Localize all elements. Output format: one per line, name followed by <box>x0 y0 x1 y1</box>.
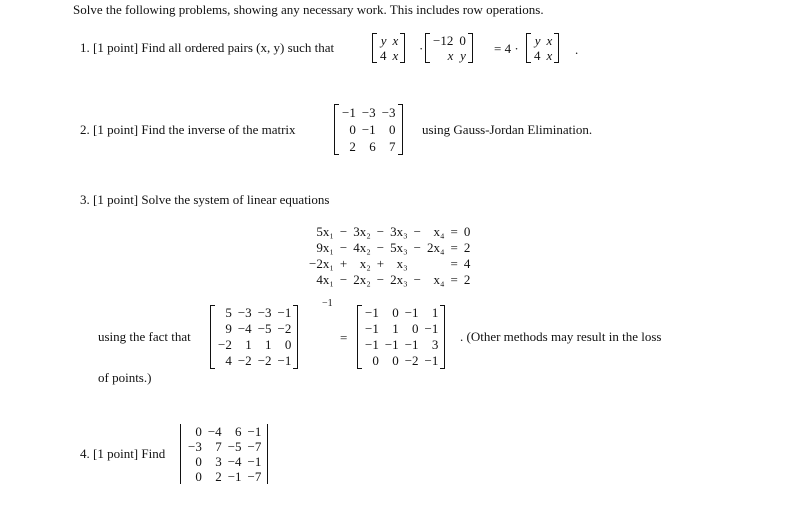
matrix-grid <box>339 104 398 155</box>
equation-term: − <box>376 224 385 239</box>
problem-1-matrix-3 <box>526 33 559 63</box>
matrix-row <box>362 337 440 353</box>
matrix-cell: x <box>546 48 553 63</box>
equation-term: 2x₃ <box>390 272 408 287</box>
equation-term: − <box>339 224 348 239</box>
equation-term: = <box>450 224 458 239</box>
matrix-cell: 1 <box>245 337 252 352</box>
matrix-cell: 4 <box>534 48 541 63</box>
equation-term: − <box>376 272 385 287</box>
matrix-grid <box>362 305 440 369</box>
equation-term <box>411 256 424 272</box>
matrix-cell: −1 <box>247 454 262 469</box>
equation-term: = <box>450 272 458 287</box>
matrix-cell: −1 <box>365 337 379 352</box>
matrix-row <box>362 353 440 369</box>
matrix-a <box>210 305 298 369</box>
matrix-cell: 0 <box>392 305 399 320</box>
matrix-grid <box>430 33 468 63</box>
matrix-cell: −2 <box>218 337 232 352</box>
matrix-cell: x <box>447 48 454 63</box>
matrix-cell: x <box>392 48 399 63</box>
equation-term: 0 <box>463 224 471 239</box>
equation-term: 4 <box>463 256 471 271</box>
matrix-cell: 5 <box>225 305 232 320</box>
equation-term: + <box>339 256 348 271</box>
matrix-b <box>357 305 445 369</box>
matrix-cell: 0 <box>372 353 379 368</box>
matrix-cell: y <box>460 48 466 63</box>
equation-term: 2 <box>463 272 471 287</box>
matrix-cell: −1 <box>365 305 379 320</box>
dot-operator: · <box>419 41 424 56</box>
matrix-cell: 1 <box>431 305 439 320</box>
matrix-cell: −1 <box>404 337 419 352</box>
equation-row <box>306 272 473 288</box>
matrix-cell: −1 <box>247 424 262 439</box>
matrix-grid <box>185 424 263 484</box>
fact-prefix: using the fact that <box>98 329 191 344</box>
equation-term: − <box>339 272 348 287</box>
matrix-cell: −1 <box>424 353 439 368</box>
fact-tail: of points.) <box>98 370 152 385</box>
equation-term: x₂ <box>359 256 371 271</box>
matrix-cell: 2 <box>215 469 222 484</box>
problem-2-matrix <box>334 104 403 155</box>
equation-term: − <box>413 272 421 287</box>
matrix-row <box>377 33 400 48</box>
matrix-cell: y <box>380 33 387 48</box>
equation-term: − <box>339 240 348 255</box>
matrix-cell: −1 <box>342 105 356 120</box>
matrix-grid <box>377 33 400 63</box>
matrix-cell: −3 <box>237 305 252 320</box>
equation-row <box>306 256 473 272</box>
matrix-grid <box>215 305 293 369</box>
matrix-cell: −2 <box>404 353 419 368</box>
matrix-row <box>430 33 468 48</box>
matrix-row <box>362 321 440 337</box>
matrix-row <box>339 104 398 121</box>
equation-term: x₃ <box>396 256 408 271</box>
equation-term: 2 <box>463 240 471 255</box>
period: . <box>575 42 579 57</box>
problem-1-matrix-2 <box>425 33 473 63</box>
matrix-cell: −4 <box>207 424 222 439</box>
matrix-cell: −4 <box>227 454 242 469</box>
matrix-cell: 1 <box>265 337 272 352</box>
equation-term: + <box>376 256 385 271</box>
instructions: Solve the following problems, showing any necessary work. This includes row operations. <box>73 2 544 17</box>
equation-term: = <box>450 240 458 255</box>
matrix-cell: 1 <box>392 321 399 336</box>
matrix-cell: −1 <box>277 353 292 368</box>
equation-term: − <box>413 240 421 255</box>
matrix-cell: x <box>392 33 399 48</box>
matrix-row <box>339 138 398 155</box>
linear-system <box>306 224 473 288</box>
matrix-grid <box>531 33 554 63</box>
equals-four-times: = 4 · <box>494 41 519 56</box>
matrix-cell: y <box>534 33 541 48</box>
matrix-cell: −2 <box>257 353 272 368</box>
matrix-cell: 0 <box>284 337 292 352</box>
matrix-cell: 3 <box>431 337 439 352</box>
equation-term: − <box>413 224 421 239</box>
matrix-cell: 0 <box>195 424 202 439</box>
matrix-cell: 4 <box>225 353 232 368</box>
matrix-row <box>339 121 398 138</box>
equation-term: −2x₁ <box>309 256 334 271</box>
equation-term: 2x₄ <box>427 240 445 255</box>
matrix-cell: −1 <box>384 337 399 352</box>
matrix-row <box>185 439 263 454</box>
problem-1-matrix-1 <box>372 33 405 63</box>
matrix-cell: −12 <box>433 33 454 48</box>
matrix-cell: 6 <box>235 424 242 439</box>
equation-term: 9x₁ <box>316 240 334 255</box>
equation-term: 4x₂ <box>353 240 371 255</box>
equation-term: x₄ <box>433 224 445 239</box>
matrix-cell: 6 <box>369 139 376 154</box>
problem-3-label: 3. [1 point] Solve the system of linear equations <box>80 192 330 207</box>
matrix-row <box>215 337 293 353</box>
matrix-cell: 4 <box>380 48 387 63</box>
problem-4-label: 4. [1 point] Find <box>80 446 166 461</box>
matrix-cell: 0 <box>195 469 202 484</box>
equation-term: 2x₂ <box>353 272 371 287</box>
matrix-row <box>531 33 554 48</box>
equation-term: 5x₃ <box>390 240 408 255</box>
matrix-cell: 0 <box>412 321 419 336</box>
matrix-cell: 7 <box>215 439 222 454</box>
matrix-row <box>362 305 440 321</box>
equation-row <box>306 240 473 256</box>
problem-2-label: 2. [1 point] Find the inverse of the matrix <box>80 122 296 137</box>
matrix-cell: −5 <box>257 321 272 336</box>
matrix-cell: 0 <box>389 122 396 137</box>
matrix-cell: −1 <box>227 469 242 484</box>
equals-sign: = <box>340 330 348 345</box>
equation-term: 4x₁ <box>316 272 334 287</box>
matrix-cell: 7 <box>389 139 396 154</box>
matrix-cell: −1 <box>277 305 292 320</box>
matrix-cell: −1 <box>361 122 376 137</box>
equation-term: 3x₂ <box>353 224 371 239</box>
matrix-cell: 2 <box>349 139 356 154</box>
matrix-cell: −3 <box>188 439 202 454</box>
matrix-cell: −1 <box>424 321 439 336</box>
matrix-cell: −3 <box>361 105 376 120</box>
inverse-exponent: −1 <box>322 298 333 309</box>
determinant <box>180 424 268 484</box>
matrix-row <box>430 48 468 63</box>
equation-term: x₄ <box>433 272 445 287</box>
matrix-cell: −3 <box>257 305 272 320</box>
matrix-cell: 0 <box>459 33 466 48</box>
matrix-cell: −2 <box>277 321 292 336</box>
matrix-cell: −3 <box>381 105 396 120</box>
problem-2-suffix: using Gauss-Jordan Elimination. <box>422 122 593 137</box>
matrix-cell: −7 <box>247 439 262 454</box>
matrix-cell: −1 <box>365 321 379 336</box>
matrix-row <box>215 353 293 369</box>
matrix-row <box>377 48 400 63</box>
matrix-cell: −1 <box>404 305 419 320</box>
equation-term: − <box>376 240 385 255</box>
matrix-row <box>185 454 263 469</box>
equation-row <box>306 224 473 240</box>
matrix-cell: −5 <box>227 439 242 454</box>
matrix-row <box>531 48 554 63</box>
matrix-cell: x <box>546 33 553 48</box>
matrix-cell: 0 <box>349 122 356 137</box>
equation-term <box>424 256 448 272</box>
matrix-row <box>185 424 263 439</box>
equation-term: 3x₃ <box>390 224 408 239</box>
matrix-row <box>215 305 293 321</box>
matrix-cell: −2 <box>237 353 252 368</box>
problem-1-label: 1. [1 point] Find all ordered pairs (x, y) such that <box>80 40 335 55</box>
equation-term: 5x₁ <box>316 224 334 239</box>
matrix-cell: −7 <box>247 469 262 484</box>
matrix-cell: 0 <box>195 454 202 469</box>
fact-suffix: . (Other methods may result in the loss <box>460 329 662 344</box>
matrix-cell: 3 <box>215 454 222 469</box>
matrix-cell: 9 <box>225 321 232 336</box>
matrix-row <box>215 321 293 337</box>
equation-term: = <box>450 256 458 271</box>
matrix-cell: 0 <box>392 353 399 368</box>
matrix-row <box>185 469 263 484</box>
matrix-cell: −4 <box>237 321 252 336</box>
